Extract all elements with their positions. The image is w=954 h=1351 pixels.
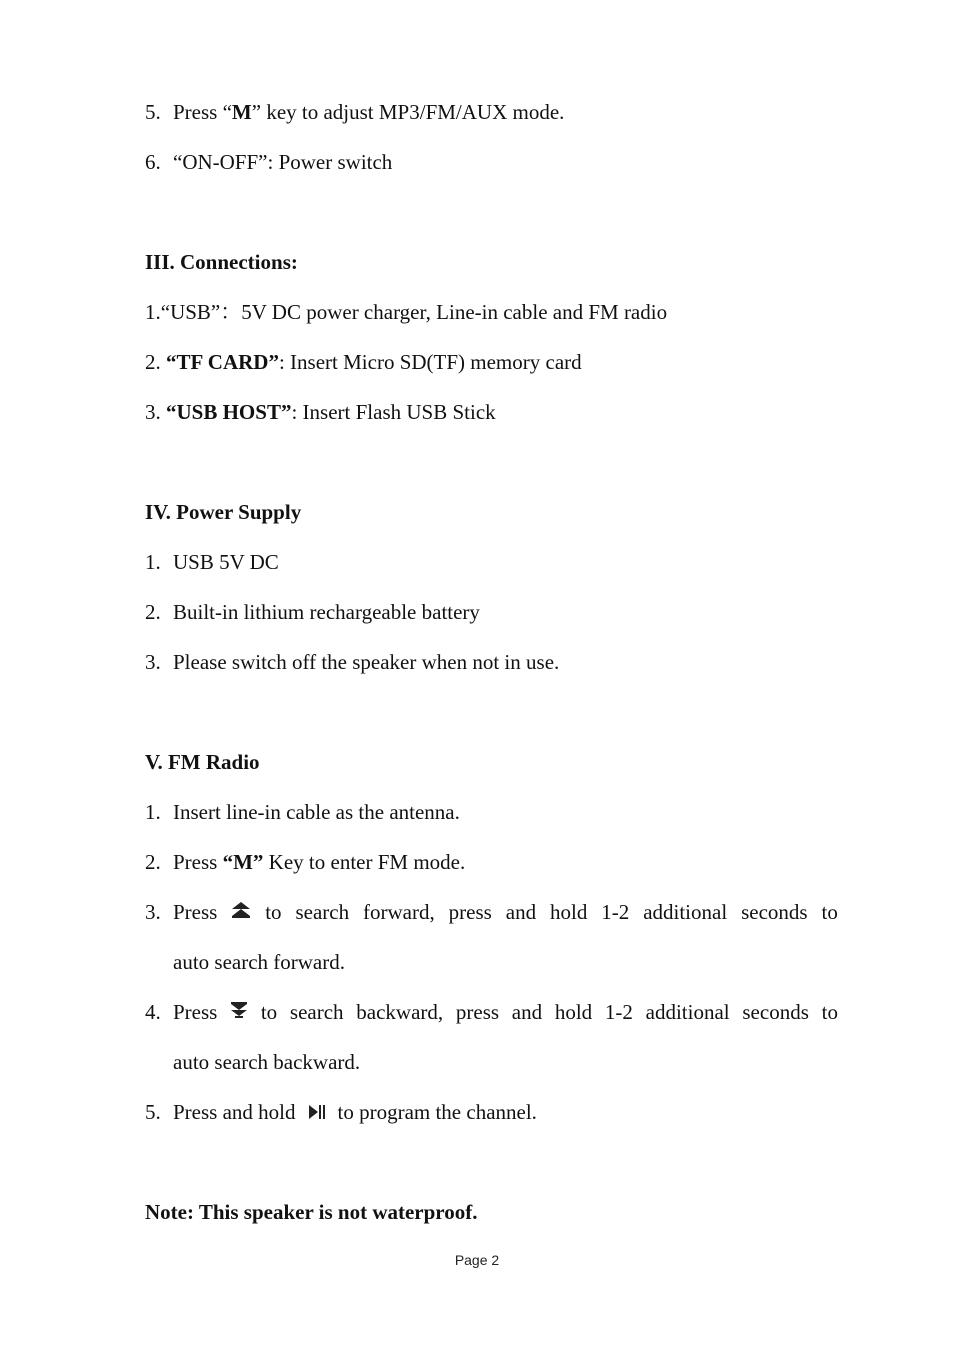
item-number: 2. [145,850,161,874]
item-text: ” key to adjust MP3/FM/AUX mode. [251,100,565,124]
power-switch-item [145,149,392,175]
fm-item [145,849,465,875]
page-number: Page 2 [454,1252,500,1268]
play-pause-icon [308,1101,326,1127]
fm-item [145,799,460,825]
port-label: “TF CARD” [166,350,279,374]
connections-heading: III. Connections: [145,250,298,274]
item-number: 6. [145,150,161,174]
item-text: Press and hold [173,1100,296,1124]
item-text: Key to enter FM mode. [263,850,466,874]
word: seconds [742,1000,809,1024]
power-supply-heading: IV. Power Supply [145,500,302,524]
word: backward, [356,1000,444,1024]
port-label: “USB HOST” [166,400,292,424]
word: hold [554,1000,593,1024]
item-text: Press [173,850,223,874]
word: 1-2 [604,1000,633,1024]
skip-forward-icon [231,899,251,925]
item-text: Built-in lithium rechargeable battery [173,600,480,624]
item-number: 4. [145,1000,161,1024]
word: search [289,1000,344,1024]
word: to [260,1000,278,1024]
word: hold [550,900,588,924]
power-item [145,549,279,575]
key-label: M [231,100,252,124]
key-label: “M” [222,850,264,874]
item-text: : Insert Flash USB Stick [291,400,496,424]
fm-search-backward-continuation: auto search backward. [173,1050,361,1074]
connection-tf-card [145,349,582,375]
connection-usb: 1.“USB”：5V DC power charger, Line-in cable and FM radio [145,300,668,324]
word: to [821,1000,838,1024]
word: Press [173,900,218,924]
item-number: 3. [145,900,161,924]
fm-search-forward-continuation: auto search forward. [173,950,345,974]
word: to [821,900,838,924]
fm-program-item [145,1099,537,1127]
item-text: USB 5V DC [173,550,279,574]
word: additional [645,1000,730,1024]
item-text: : Insert Micro SD(TF) memory card [278,350,582,374]
item-number: 2. [145,600,161,624]
word: and [505,900,537,924]
item-text: Insert line-in cable as the antenna. [173,800,460,824]
waterproof-note: Note: This speaker is not waterproof. [145,1200,478,1224]
item-text: Press “ [173,100,232,124]
word: additional [643,900,728,924]
word: Press [173,1000,218,1024]
item-number: 2. [145,350,166,374]
item-text: to program the channel. [337,1100,537,1124]
word: search [295,900,350,924]
item-number: 3. [145,650,161,674]
word: press [455,1000,500,1024]
fm-search-backward-item [173,999,838,1025]
power-item [145,649,559,675]
power-item [145,599,480,625]
word: seconds [741,900,808,924]
word: and [511,1000,543,1024]
word: forward, [363,900,435,924]
item-number: 1. [145,800,161,824]
mode-key-item [145,99,564,125]
item-number: 5. [145,1100,161,1124]
word: 1-2 [601,900,630,924]
item-number: 5. [145,100,161,124]
item-number: 3. [145,400,166,424]
word: to [265,900,282,924]
skip-backward-icon [230,999,248,1025]
connection-usb-host [145,399,496,425]
fm-search-forward-item [173,899,838,925]
item-number: 1. [145,550,161,574]
item-text: Please switch off the speaker when not in use. [173,650,560,674]
word: press [448,900,492,924]
item-text: “ON-OFF”: Power switch [173,150,393,174]
fm-radio-heading: V. FM Radio [145,750,260,774]
